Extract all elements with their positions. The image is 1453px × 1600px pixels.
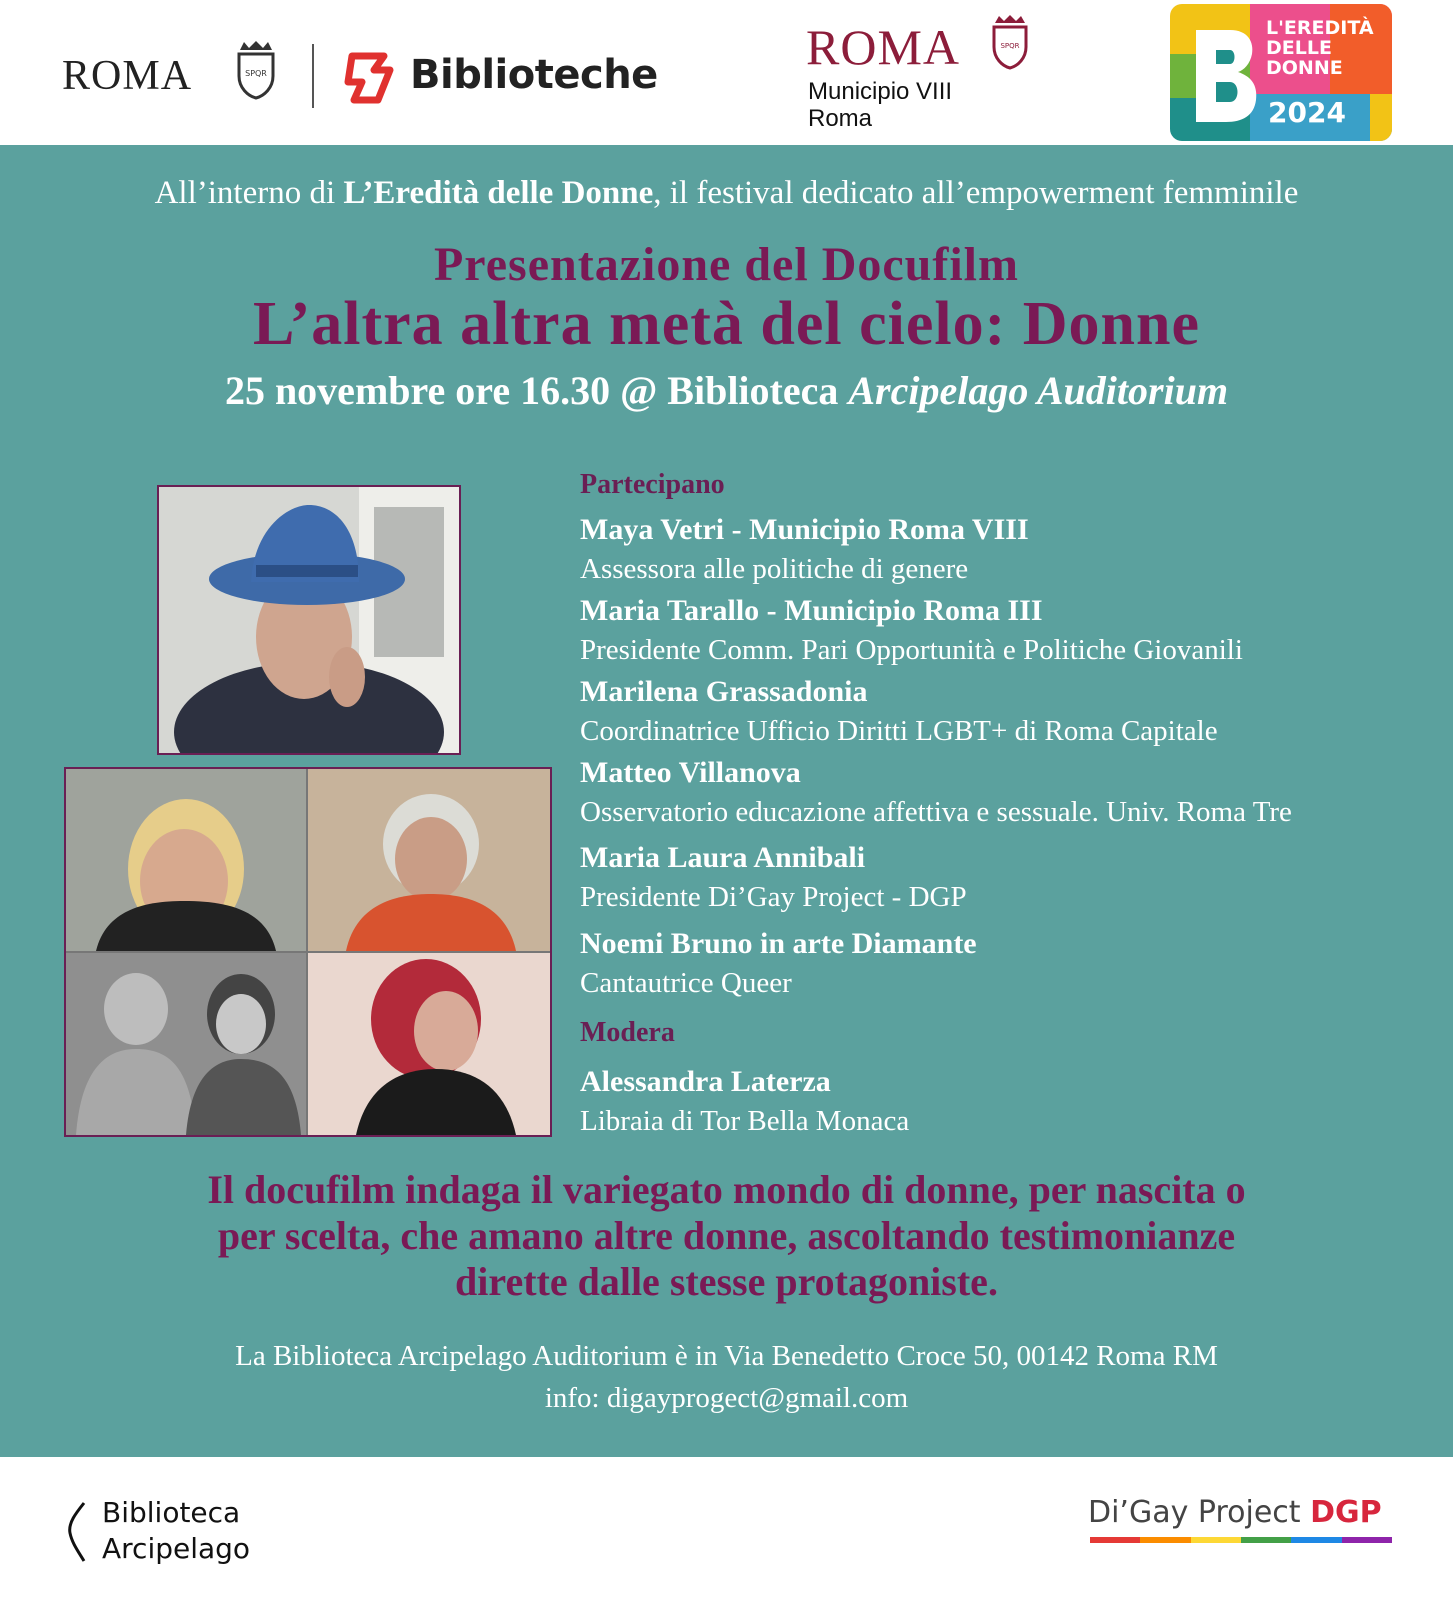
date-time: 25 novembre ore 16.30 @ Biblioteca [224,368,849,413]
participant-6-role: Cantautrice Queer [580,967,792,999]
participant-3-name: Marilena Grassadonia [580,675,868,708]
biblioteca-arcipelago-logo-icon [62,1499,92,1565]
description-line-1: Il docufilm indaga il variegato mondo di donne, per nascita o [207,1167,1246,1212]
participant-2-role: Presidente Comm. Pari Opportunità e Politiche Giovanili [580,634,1243,666]
digay-project-logo [1088,1495,1382,1530]
moderator-name: Alessandra Laterza [580,1065,831,1098]
participant-5-role: Presidente Di’Gay Project - DGP [580,881,967,913]
municipio-line-1: Municipio VIII [808,78,953,105]
biblioteca-arcipelago-wordmark [102,1495,250,1567]
municipio-crest-icon [990,14,1030,70]
eredita-logo-year: 2024 [1268,96,1346,129]
description-line-3: dirette dalle stesse protagoniste. [455,1259,998,1304]
participant-4-role: Osservatorio educazione affettiva e sessuale. Univ. Roma Tre [580,796,1292,828]
venue-address: La Biblioteca Arcipelago Auditorium è in Via Benedetto Croce 50, 00142 Roma RM [235,1340,1218,1372]
intro-festival-name: L’Eredità delle Donne [343,175,654,211]
contact-email: info: digayprogect@gmail.com [544,1382,909,1414]
description-line-2: per scelta, che amano altre donne, ascoltando testimonianze [217,1213,1236,1258]
moderator-role: Libraia di Tor Bella Monaca [580,1105,910,1137]
header-bar [0,0,1453,145]
participant-4-name: Matteo Villanova [580,756,801,789]
venue-info [0,1335,1453,1419]
roma-capitale-wordmark: ROMA [62,53,193,99]
date-venue-line [0,367,1453,414]
participant-3-role: Coordinatrice Ufficio Diritti LGBT+ di Roma Capitale [580,715,1218,747]
intro-line [0,175,1453,212]
eredita-delle-donne-logo [1170,4,1392,141]
header-divider [312,44,314,108]
participant-6-name: Noemi Bruno in arte Diamante [580,927,977,960]
rainbow-stripe [1090,1537,1392,1543]
film-title: L’altra altra metà del cielo: Donne [252,290,1201,358]
municipio-label [808,78,952,132]
eredita-logo-line-2: DELLE [1266,37,1332,59]
film-description [0,1167,1453,1305]
dgp-abbr: DGP [1310,1495,1382,1530]
moderator-heading: Modera [580,1017,675,1048]
svg-text:SPQR: SPQR [1000,42,1020,50]
title-line-1: Presentazione del Docufilm [433,238,1019,291]
library-line-2: Arcipelago [102,1532,251,1565]
intro-suffix: , il festival dedicato all’empowerment femminile [653,175,1299,211]
participant-2-name: Maria Tarallo - Municipio Roma III [580,594,1043,627]
eredita-logo-line-3: DONNE [1266,57,1343,79]
speaker-photo-hat [157,485,461,755]
event-panel [0,145,1453,1457]
dgp-name: Di’Gay Project [1088,1495,1301,1530]
eredita-b-mark-icon [1186,20,1266,130]
roma-municipio-wordmark: ROMA [806,19,961,75]
municipio-line-2: Roma [808,105,873,132]
biblioteche-wordmark: Biblioteche [410,52,658,98]
intro-prefix: All’interno di [154,175,344,211]
library-line-1: Biblioteca [102,1496,241,1529]
participants-heading: Partecipano [580,469,725,500]
speaker-photo-collage [64,767,552,1137]
eredita-logo-line-1: L'EREDITÀ [1266,17,1374,39]
biblioteche-logo-icon [344,52,400,104]
roma-crest-icon [234,40,278,100]
participant-5-name: Maria Laura Annibali [580,841,866,874]
participant-1-name: Maya Vetri - Municipio Roma VIII [580,513,1029,546]
participant-1-role: Assessora alle politiche di genere [580,553,969,585]
svg-text:SPQR: SPQR [245,69,267,78]
venue-name: Arcipelago Auditorium [848,368,1229,413]
footer-bar [0,1457,1453,1600]
